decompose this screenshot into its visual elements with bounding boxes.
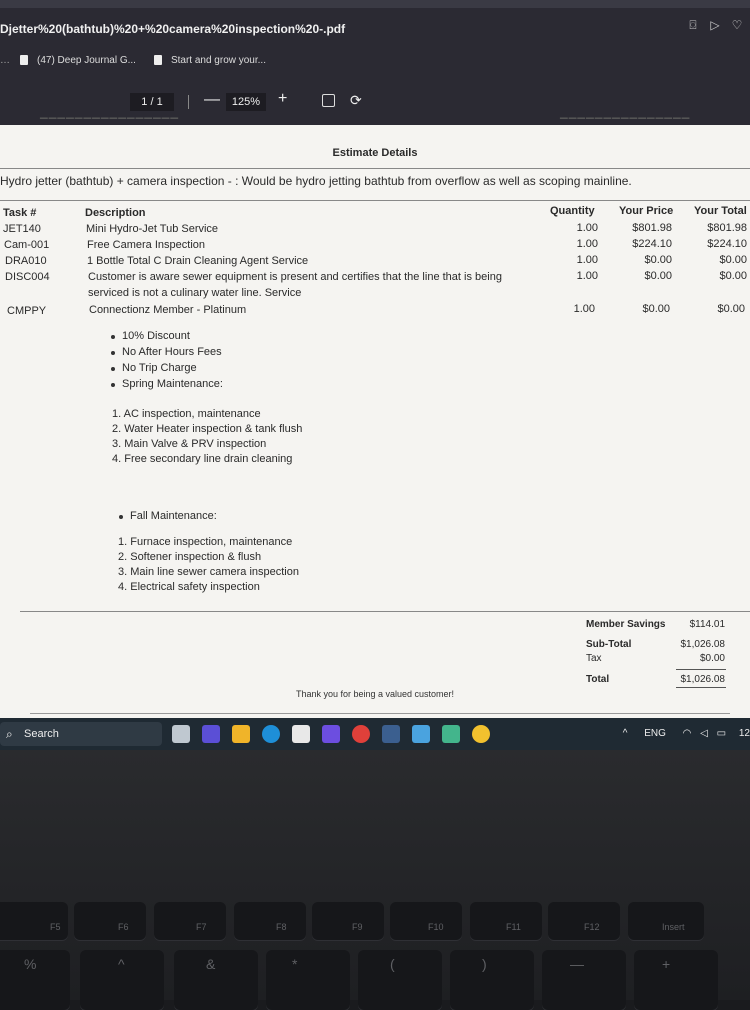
app-icon[interactable] bbox=[442, 725, 460, 743]
play-icon[interactable]: ▷ bbox=[710, 18, 720, 32]
bullet-item: No After Hours Fees bbox=[108, 346, 223, 362]
task-code: DRA010 bbox=[5, 255, 47, 267]
task-total: $224.10 bbox=[707, 238, 747, 250]
battery-icon[interactable]: ▭ bbox=[716, 728, 727, 739]
pdf-filename: Djetter%20(bathtub)%20+%20camera%20inspection%20-.pdf bbox=[0, 22, 346, 36]
col-description: Description bbox=[85, 207, 146, 219]
chrome-icon[interactable] bbox=[472, 725, 490, 743]
task-price: $0.00 bbox=[644, 270, 672, 282]
bookmark-deep-journal[interactable] bbox=[20, 55, 136, 66]
total-label: Total bbox=[586, 674, 610, 685]
key-f7: F7 bbox=[154, 902, 226, 940]
app-icon[interactable] bbox=[322, 725, 340, 743]
list-item: 3. Main line sewer camera inspection bbox=[118, 566, 299, 578]
bookmark-label: Start and grow your... bbox=[170, 54, 266, 66]
cut-off-address-right: ▔▔▔▔▔▔▔▔▔▔▔▔▔▔▔ bbox=[560, 119, 691, 130]
task-quantity: 1.00 bbox=[576, 254, 598, 266]
task-code: CMPPY bbox=[7, 305, 47, 317]
task-price: $224.10 bbox=[632, 238, 672, 250]
bookmarks-bar bbox=[0, 50, 284, 70]
key-f12: F12 bbox=[548, 902, 620, 940]
total-divider bbox=[676, 687, 726, 688]
bullet-item: Spring Maintenance: bbox=[108, 378, 223, 394]
list-item: 1. Furnace inspection, maintenance bbox=[118, 536, 293, 548]
list-item: 4. Electrical safety inspection bbox=[118, 581, 260, 593]
file-explorer-icon[interactable] bbox=[232, 725, 250, 743]
key-9: ( bbox=[358, 950, 442, 1010]
task-total: $0.00 bbox=[719, 254, 747, 266]
task-total: $0.00 bbox=[719, 270, 747, 282]
fall-maintenance-list bbox=[118, 536, 299, 596]
subtotal-label: Sub-Total bbox=[586, 639, 632, 650]
task-code: Cam-001 bbox=[4, 239, 50, 251]
page-indicator[interactable]: 1 / 1 bbox=[130, 93, 174, 111]
key-f8: F8 bbox=[234, 902, 306, 940]
estimate-heading: Estimate Details bbox=[332, 147, 418, 159]
key-minus: — bbox=[542, 950, 626, 1010]
task-total: $801.98 bbox=[707, 222, 747, 234]
bullet-item: 10% Discount bbox=[108, 330, 223, 346]
task-description-continued: serviced is not a culinary water line. Service bbox=[88, 287, 302, 299]
membership-benefits bbox=[108, 330, 223, 394]
bookmark-overflow[interactable]: … bbox=[0, 54, 10, 66]
task-price: $0.00 bbox=[644, 254, 672, 266]
fall-maintenance-heading bbox=[116, 510, 217, 526]
document-icon bbox=[154, 55, 162, 65]
camera-icon[interactable]: ⌼ bbox=[689, 18, 697, 32]
task-description: Customer is aware sewer equipment is present and certifies that the line that is being bbox=[88, 271, 502, 283]
task-description: Free Camera Inspection bbox=[87, 239, 205, 251]
task-price: $0.00 bbox=[642, 303, 670, 315]
key-insert: Insert bbox=[628, 902, 704, 940]
task-view-icon[interactable] bbox=[172, 725, 190, 743]
teams-icon[interactable] bbox=[202, 725, 220, 743]
estimate-summary: Hydro jetter (bathtub) + camera inspection - : Would be hydro jetting bathtub from overflow as well as scoping mainline. bbox=[0, 174, 632, 188]
bullet-item: No Trip Charge bbox=[108, 362, 223, 378]
task-total: $0.00 bbox=[717, 303, 745, 315]
divider bbox=[0, 200, 750, 201]
zoom-out-button[interactable]: — bbox=[204, 91, 220, 108]
key-8: * bbox=[266, 950, 350, 1010]
total-divider bbox=[676, 669, 726, 670]
divider bbox=[0, 168, 750, 169]
document-icon bbox=[20, 55, 28, 65]
zoom-in-button[interactable]: + bbox=[278, 90, 288, 107]
key-f6: F6 bbox=[74, 902, 146, 940]
taskbar bbox=[0, 718, 750, 750]
task-code: JET140 bbox=[3, 223, 41, 235]
edge-icon[interactable] bbox=[262, 725, 280, 743]
task-description: 1 Bottle Total C Drain Cleaning Agent Service bbox=[87, 255, 309, 267]
key-0: ) bbox=[450, 950, 534, 1010]
subtotal-value: $1,026.08 bbox=[680, 639, 725, 650]
task-quantity: 1.00 bbox=[573, 303, 595, 315]
list-item: 4. Free secondary line drain cleaning bbox=[112, 453, 293, 465]
pinned-apps bbox=[172, 725, 490, 743]
pdf-toolbar bbox=[0, 85, 750, 119]
key-6: ^ bbox=[80, 950, 164, 1010]
task-description: Mini Hydro-Jet Tub Service bbox=[86, 223, 219, 235]
address-bar-icons bbox=[686, 18, 744, 32]
search-icon: ⌕ bbox=[6, 727, 13, 741]
search-label: Search bbox=[24, 728, 59, 740]
zoom-level[interactable]: 125% bbox=[226, 93, 266, 111]
toolbar-divider bbox=[188, 95, 189, 109]
browser-chrome bbox=[0, 0, 750, 125]
key-plus: + bbox=[634, 950, 718, 1010]
tax-value: $0.00 bbox=[699, 653, 725, 664]
divider bbox=[20, 611, 750, 612]
footer-divider bbox=[30, 713, 730, 714]
bookmark-label: (47) Deep Journal G... bbox=[37, 54, 136, 66]
key-f11: F11 bbox=[470, 902, 542, 940]
list-item: 1. AC inspection, maintenance bbox=[112, 408, 261, 420]
bookmark-start-grow[interactable] bbox=[154, 55, 266, 66]
spring-maintenance-list bbox=[112, 408, 302, 468]
col-task: Task # bbox=[3, 207, 37, 219]
language-indicator[interactable]: ENG bbox=[644, 728, 666, 739]
volume-icon[interactable]: ◁ bbox=[700, 728, 708, 739]
key-f5: F5 bbox=[0, 902, 68, 940]
wifi-icon[interactable]: ◠ bbox=[682, 728, 692, 739]
chevron-up-icon[interactable]: ^ bbox=[622, 728, 628, 739]
col-total: Your Total bbox=[694, 205, 747, 217]
calculator-icon[interactable] bbox=[382, 725, 400, 743]
pdf-page bbox=[0, 119, 750, 718]
key-5: % bbox=[0, 950, 70, 1010]
key-f9: F9 bbox=[312, 902, 384, 940]
key-7: & bbox=[174, 950, 258, 1010]
list-item: 2. Water Heater inspection & tank flush bbox=[112, 423, 303, 435]
key-f10: F10 bbox=[390, 902, 462, 940]
task-description: Connectionz Member - Platinum bbox=[89, 304, 247, 316]
col-quantity: Quantity bbox=[550, 205, 595, 217]
system-tray bbox=[623, 718, 750, 750]
total-value: $1,026.08 bbox=[680, 674, 725, 685]
task-quantity: 1.00 bbox=[576, 238, 598, 250]
opera-icon[interactable] bbox=[352, 725, 370, 743]
rotate-icon[interactable]: ⟳ bbox=[350, 92, 362, 108]
store-icon[interactable] bbox=[292, 725, 310, 743]
member-savings-value: $114.01 bbox=[689, 619, 725, 630]
task-code: DISC004 bbox=[5, 271, 50, 283]
fit-page-icon[interactable] bbox=[322, 94, 335, 107]
task-quantity: 1.00 bbox=[576, 222, 598, 234]
bullet-item: Fall Maintenance: bbox=[116, 510, 217, 526]
thank-you-note: Thank you for being a valued customer! bbox=[295, 689, 455, 699]
taskbar-search[interactable] bbox=[0, 722, 162, 746]
task-quantity: 1.00 bbox=[576, 270, 598, 282]
heart-icon[interactable]: ♡ bbox=[731, 18, 743, 32]
cut-off-address-left: ▔▔▔▔▔▔▔▔▔▔▔▔▔▔▔▔ bbox=[40, 119, 180, 130]
list-item: 2. Softener inspection & flush bbox=[118, 551, 262, 563]
col-price: Your Price bbox=[619, 205, 674, 217]
task-price: $801.98 bbox=[632, 222, 672, 234]
window-top-strip bbox=[0, 0, 750, 8]
tax-label: Tax bbox=[586, 653, 602, 664]
member-savings-label: Member Savings bbox=[586, 619, 666, 630]
clock[interactable]: 12 bbox=[738, 728, 750, 739]
list-item: 3. Main Valve & PRV inspection bbox=[112, 438, 267, 450]
photos-icon[interactable] bbox=[412, 725, 430, 743]
laptop-keyboard bbox=[0, 750, 750, 1000]
